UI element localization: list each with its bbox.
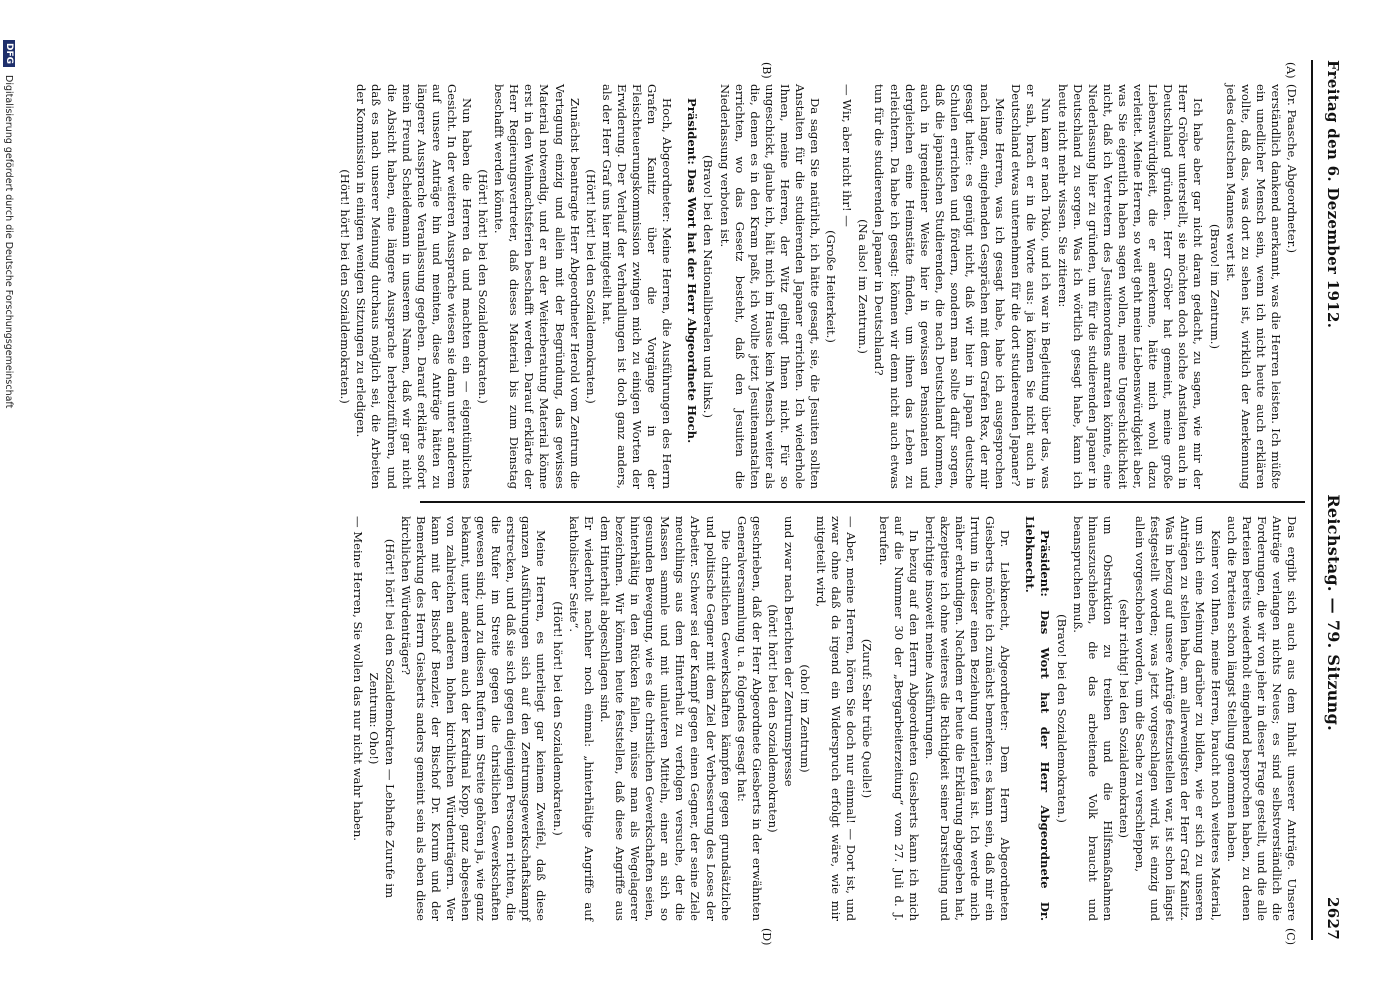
paragraph: — Aber, meine Herren, hören Sie doch nur einmal! — Dort ist, und zwar ohne daß da irgend ein Widerspruch erfolgt wäre, wie mir mitgeteilt wird, [814, 516, 859, 921]
paragraph: Ich habe aber gar nicht daran gedacht, zu sagen, wie mir der Herr Gröber unterstellt, sie möchten doch solche Anstalten auch in Deutschland gründen. Herr Gröber hat gemeint, meine große Liebenswürdigkeit, die er anerkenne, hätte mich wohl dazu verleitet. Meine Herren, so weit geht meine Liebenswürdigkeit aber, was Sie eigentlich haben sagen wollen, meine Ungeschicklichkeit nicht, daß ich Vertretern des Jesuitenordens anraten könnte, eine Niederlassung hier zu gründen, um für die studierenden Japaner in Deutschland zu sorgen. Was ich wörtlich gesagt habe, kann ich heute nicht mehr wissen. Sie zitieren: [1055, 84, 1206, 489]
interjection: (Große Heiterkeit.) [824, 230, 839, 343]
page-footer [3, 40, 15, 960]
paragraph: Meine Herren, es unterliegt gar keinem Zweifel, daß diese ganzen Ausführungen sich auf den Zentrumsgewerkschaftskampf erstrecken, und daß sie sich gegen diejenigen Personen richten, die die Rufer im Streite gegen die christlichen Gewerkschaften gewesen sind; und zu diesen Rufern im Streite gehören ja, wie ganz bekannt, unter anderem auch der Kardinal Kopp, ganz abgesehen von zahlreichen anderen hohen kirchlichen Würdenträgern. Wer kann mit der Bischof Benzler, der Bischof Dr. Korum und der Bemerkung des Herrn Giesberts anders gemeint sein als eben diese kirchlichen Würdenträger? [398, 516, 549, 921]
president-remark: Präsident: Das Wort hat der Herr Abgeordnete Hoch. [685, 98, 700, 444]
paragraph: In bezug auf den Herrn Abgeordneten Giesberts kann ich mich auf die Nummer 30 der „Bergarbeiterzeitung“ vom 27. Juli d. J. berufen. [876, 516, 921, 921]
paragraph: Nun kam er nach Tokio, und ich war in Begleitung über das, was er sah, brach er in die Worte aus: ja können Sie nicht auch in Deutschland etwas unternehmen für die dort studierenden Japaner? [1009, 84, 1054, 489]
interjection: (Bravo! bei den Sozialdemokraten.) [1054, 614, 1069, 823]
paragraph: Meine Herren, was ich gesagt habe, habe ich ausgesprochen nach langen, eingehenden Gesprächen mit dem Grafen Rex, der mir gesagt hatte: es genügt nicht, daß wir hier in Japan deutsche Schulen errichten und fördern, sondern man sollte dafür sorgen, daß die japanischen Studierenden, die nach Deutschland kommen, auch in irgendeiner Weise hier in gewissen Pensionaten und dergleichen eine Heimstätte finden, um ihnen das Leben zu erleichtern. Da habe ich gesagt: können wir denn nicht auch etwas tun für die studierenden Japaner in Deutschland? [872, 84, 1008, 489]
interjection: (Bravo! im Zentrum.) [1207, 223, 1222, 349]
interjection: (hört! hört! bei den Sozialdemokraten) [765, 604, 780, 833]
left-column [336, 84, 1299, 489]
paragraph: Da sagen Sie natürlich, ich hätte gesagt, sie, die Jesuiten sollten Anstalten für die studierenden Japaner errichten. Ich wiederhole Ihnen, meine Herren, der Witz gelingt Ihnen nicht. Für so ungeschickt, glaube ich, hält mich im Hause kein Mensch weiter als die, denen es in den Kram paßt, ich wollte jetzt Jesuitenanstalten errichten, wo das Gesetz besteht, daß den Jesuiten die Niederlassung verboten ist. [717, 84, 823, 489]
interjection: (Hört! hört! bei den Sozialdemokraten.) [583, 169, 598, 404]
margin-marker-c: (C) [1284, 928, 1297, 945]
interjection: (Na also! im Zentrum.) [856, 219, 871, 354]
header-title: Reichstag. — 79. Sitzung. [1324, 494, 1343, 731]
paragraph: Hoch, Abgeordneter: Meine Herren, die Ausführungen des Herrn Grafen Kanitz über die Vorgänge in der Fleischteuerungskommission zwingen mich zu einigen Worten der Erwiderung. Der Verlauf der Verhandlungen ist doch ganz anders, als der Herr Graf uns hier mitgeteilt hat. [599, 84, 675, 489]
paragraph: — Meine Herren, Sie wollen das nur nicht wahr haben. [351, 516, 366, 841]
column-divider [420, 501, 1305, 503]
interjection: (oho! im Zentrum) [798, 664, 813, 773]
interjection: (Hört! hört! bei den Sozialdemokraten — Lebhafte Zurufe im Zentrum: Oho!) [367, 538, 397, 899]
spacer [1013, 516, 1021, 921]
right-column [349, 516, 1299, 921]
spacer [675, 84, 683, 489]
paragraph: Nun haben die Herren da und machten ein — eigentümliches Gesicht. In der weiteren Aussprache wiesen sie dann unter anderem auf unsere Anträge hin und meinten, diese Anträge hätten zu längerer Aussprache Veranlassung gegeben. Darauf erklärte sofort mein Freund Scheidemann in unserem Namen, daß wir gar nicht die Absicht haben, eine längere Aussprache herbeizuführen, und daß es nach unserer Meinung durchaus möglich sei, die Arbeiten der Kommission in einigen wenigen Sitzungen zu erledigen. [354, 84, 475, 489]
margin-marker-d: (D) [760, 928, 773, 946]
paragraph: geschrieben, daß der Herr Abgeordnete Giesberts in der erwähnten Generalversammlung u. a. folgendes gesagt hat: [734, 516, 764, 921]
paragraph: — Wir, aber nicht ihr! — [840, 84, 855, 227]
paragraph: Er wiederholt nachher noch einmal: „hinterhältige Angriffe auf katholischer Seite“. [566, 516, 596, 921]
header-page-number: 2627 [1324, 897, 1342, 940]
paragraph: verständlich dankend anerkannt, was die Herren leisten. Ich müßte ein unedlicher Mensch sein, wenn ich nicht heute auch erklären wollte, daß das, was dort zu sehen ist, wirklich der Anerkennung jedes deutschen Mannes wert ist. [1223, 84, 1283, 489]
interjection: (Hört! hört! bei den Sozialdemokraten.) [338, 169, 353, 404]
paragraph: und zwar nach Berichten der Zentrumspresse [782, 516, 796, 787]
paragraph: (Dr. Paasche, Abgeordneter.) [1285, 84, 1299, 254]
page-header [1311, 60, 1343, 940]
paragraph: Die christlichen Gewerkschaften kämpfen gegen grundsätzliche und politische Gegner mit dem Ziel der Verbesserung des Loses der Arbeiter. Schwer sei der Kampf gegen einen Gegner, der seine Ziele meuchlings aus dem Hinterhalt zu verfolgen versuche, der die Massen sammle und mit unlauteren Mitteln, einer an sich so gesunden Bewegung, wie es die christlichen Gewerkschaften seien, hinterhältig in den Rücken fallen, müsse man als Wegelagerer bezeichnen. Wir können heute feststellen, daß diese Angriffe aus dem Hinterhalt abgeschlagen sind. [597, 516, 733, 921]
paragraph: Das ergibt sich auch aus dem Inhalt unserer Anträge. Unsere Anträge verlangen nichts Neues; es sind selbstverständlich die Forderungen, die wir von jeher in dieser Frage gestellt, und die alle Parteien bereits wiederholt eingehend besprochen haben, zu denen auch die Parteien schon längst Stellung genommen haben. [1224, 516, 1299, 921]
footer-credit: Digitalisierung gefördert durch die Deutsche Forschungsgemeinschaft [3, 75, 15, 409]
interjection: (Hört! hört! bei den Sozialdemokraten.) [476, 169, 491, 404]
paragraph: Zunächst beantragte Herr Abgeordneter Herold vom Zentrum die Vertagung einzig und allein mit der Begründung, das gewisses Material notwendig, und er an der Weiterberatung Material könne erst in den Weihnachtsferien beschafft werden. Darauf erklärte der Herr Regierungsvertreter, daß dieses Material bis zum Dienstag beschafft werden könnte. [492, 84, 582, 489]
margin-marker-b: (B) [760, 62, 773, 79]
paragraph: Keiner von Ihnen, meine Herren, braucht noch weiteres Material, um sich eine Meinung darüber zu bilden, wie er sich zu unseren Anträgen zu stellen habe, am allerwenigsten der Herr Graf Kanitz. Was in bezug auf unsere Anträge festzustellen war, ist schon längst festgestellt worden; was jetzt vorgeschlagen wird, ist einzig und allein vorgeschoben worden, um die Sache zu verschleppen, [1133, 516, 1223, 921]
interjection: (Hört! hört! bei den Sozialdemokraten.) [550, 601, 565, 836]
margin-marker-a: (A) [1284, 62, 1297, 79]
dfg-logo: DFG [3, 40, 15, 67]
interjection: (Zuruf: Sehr trübe Quelle!) [860, 638, 875, 799]
paragraph: Dr. Liebknecht, Abgeordneter: Dem Herrn Abgeordneten Giesberts möchte ich zunächst bemerken: es kann sein, daß mir ein Irrtum in dieser einen Beziehung unterlaufen ist. Ich werde mich näher erkundigen. Nachdem er heute die Erklärung abgegeben hat, akzeptiere ich ohne weiteres die Richtigkeit seiner Darstellung und berichtige insoweit meine Ausführungen. [922, 516, 1013, 921]
interjection: (Bravo! bei den Nationalliberalen und links.) [701, 155, 716, 418]
paragraph: um Obstruktion zu treiben und die Hilfsmaßnahmen hinauszuschieben, die das arbeitende Volk braucht und beanspruchen muß. [1070, 516, 1115, 921]
interjection: (sehr richtig! bei den Sozialdemokraten) [1116, 598, 1131, 839]
header-date: Freitag den 6. Dezember 1912. [1324, 60, 1342, 329]
president-remark: Präsident: Das Wort hat der Herr Abgeordnete Dr. Liebknecht. [1023, 516, 1053, 921]
